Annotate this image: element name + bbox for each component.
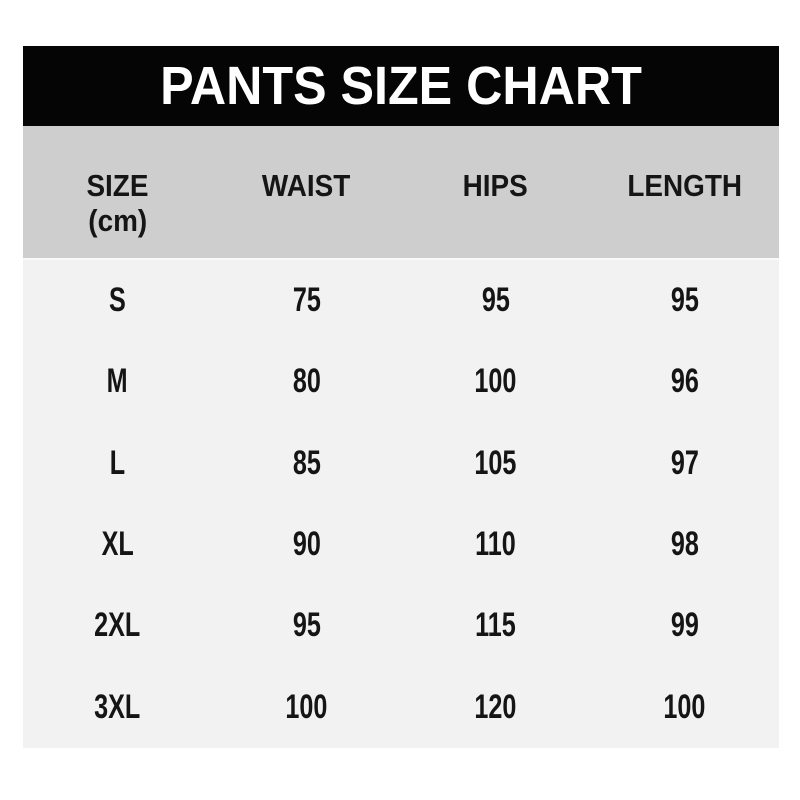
cell-waist: 95 [292, 606, 321, 645]
table-row-xl [23, 504, 779, 585]
size-chart [23, 46, 779, 748]
table-header-row [23, 126, 779, 260]
cell-hips: 115 [475, 606, 516, 645]
cell-size: XL [101, 525, 134, 564]
table-row-s [23, 260, 779, 341]
column-header-hips [401, 168, 590, 258]
table-row-3xl [23, 667, 779, 748]
column-header-length-label: LENGTH [627, 168, 742, 203]
cell-size: 3XL [94, 687, 141, 726]
cell-length: 99 [670, 606, 699, 645]
cell-length: 98 [670, 525, 699, 564]
cell-waist: 75 [292, 281, 321, 320]
table-body [23, 260, 779, 748]
column-header-length [590, 168, 779, 258]
cell-hips: 120 [474, 687, 517, 726]
cell-hips: 105 [474, 443, 517, 482]
cell-waist: 100 [285, 687, 328, 726]
cell-waist: 85 [292, 443, 321, 482]
column-header-size-unit: (cm) [88, 203, 147, 238]
cell-size: 2XL [94, 606, 141, 645]
cell-waist: 80 [292, 362, 321, 401]
cell-hips: 110 [475, 525, 516, 564]
cell-size: L [109, 443, 126, 482]
column-header-size [23, 168, 212, 258]
column-header-waist-label: WAIST [262, 168, 351, 203]
table-row-m [23, 341, 779, 422]
cell-length: 97 [670, 443, 699, 482]
cell-waist: 90 [292, 525, 321, 564]
cell-length: 100 [663, 687, 706, 726]
cell-hips: 95 [481, 281, 510, 320]
column-header-waist [212, 168, 401, 258]
column-header-size-label: SIZE [86, 168, 149, 203]
cell-size: M [107, 362, 128, 401]
chart-title-bar [23, 46, 779, 126]
cell-size: S [109, 281, 126, 320]
table-row-2xl [23, 585, 779, 666]
cell-hips: 100 [474, 362, 517, 401]
cell-length: 95 [670, 281, 699, 320]
chart-title: PANTS SIZE CHART [160, 56, 642, 116]
cell-length: 96 [670, 362, 699, 401]
table-row-l [23, 423, 779, 504]
column-header-hips-label: HIPS [462, 168, 529, 203]
